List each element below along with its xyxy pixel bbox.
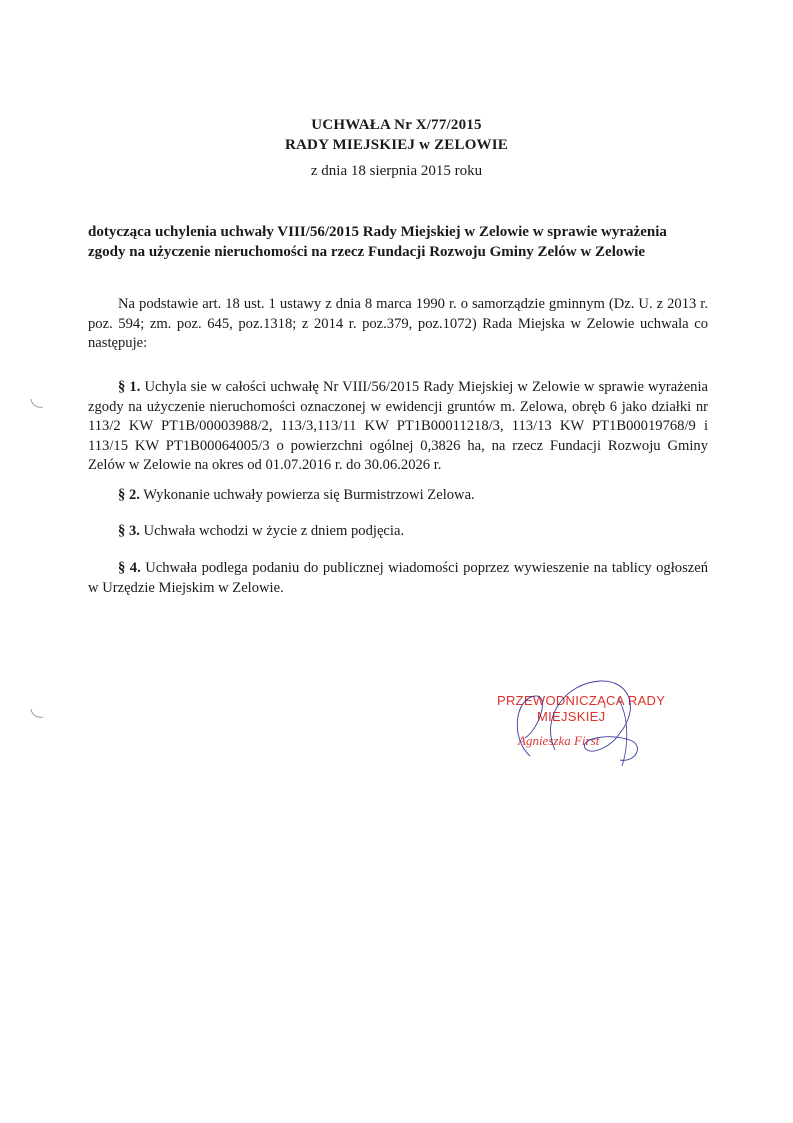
resolution-subject: dotycząca uchylenia uchwały VIII/56/2015 Rady Miejskiej w Zelowie w sprawie wyrażenia zgody na użyczenie nieruchomości na rzecz Fundacji Rozwoju Gminy Zelów w Zelowie: [88, 224, 667, 260]
stamp-line-1: PRZEWODNICZĄCA RADY: [497, 693, 666, 708]
section-2-label: § 2.: [118, 487, 140, 503]
stamp-name: Agnieszka First: [518, 733, 600, 748]
legal-basis: Na podstawie art. 18 ust. 1 ustawy z dnia 8 marca 1990 r. o samorządzie gminnym (Dz. U. z 2013 r. poz. 594; zm. poz. 645, poz.1318; z 2014 r. poz.379, poz.1072) Rada Miejska w Zelowie uchwala co następuje:: [88, 296, 708, 351]
section-1: [88, 378, 708, 476]
title-line-1: UCHWAŁA Nr X/77/2015: [311, 117, 482, 133]
stamp-line-2: MIEJSKIEJ: [537, 709, 606, 724]
section-3: [88, 522, 708, 542]
resolution-title: [0, 115, 793, 155]
punch-hole-mark-bottom: [30, 706, 44, 720]
title-line-2: RADY MIEJSKIEJ w ZELOWIE: [284, 137, 509, 153]
resolution-date: z dnia 18 sierpnia 2015 roku: [310, 163, 483, 179]
section-2: [88, 486, 708, 506]
section-2-text: Wykonanie uchwały powierza się Burmistrzowi Zelowa.: [139, 487, 475, 503]
section-4-text: Uchwała podlega podaniu do publicznej wiadomości poprzez wywieszenie na tablicy ogłoszeń w Urzędzie Miejskim w Zelowie.: [88, 560, 708, 596]
section-4-label: § 4.: [118, 560, 141, 576]
section-3-text: Uchwała wchodzi w życie z dniem podjęcia.: [139, 523, 405, 539]
chairperson-stamp: [470, 678, 700, 768]
punch-hole-mark-top: [30, 396, 44, 410]
section-3-label: § 3.: [118, 523, 140, 539]
section-1-label: § 1.: [118, 379, 141, 395]
section-1-text: Uchyla sie w całości uchwałę Nr VIII/56/2015 Rady Miejskiej w Zelowie w sprawie wyrażenia zgody na użyczenie nieruchomości oznaczonej w ewidencji gruntów m. Zelowa, obręb 6 jako działki nr 113/2 KW PT1B/00003988/2, 113/3,113/11 KW PT1B00011218/3, 113/13 KW PT1B00019768/9 i 113/15 KW PT1B00064005/3 o powierzchni ogólnej 0,3826 ha, na rzecz Fundacji Rozwoju Gminy Zelów w Zelowie na okres od 01.07.2016 r. do 30.06.2026 r.: [88, 379, 709, 473]
section-4: [88, 559, 708, 598]
